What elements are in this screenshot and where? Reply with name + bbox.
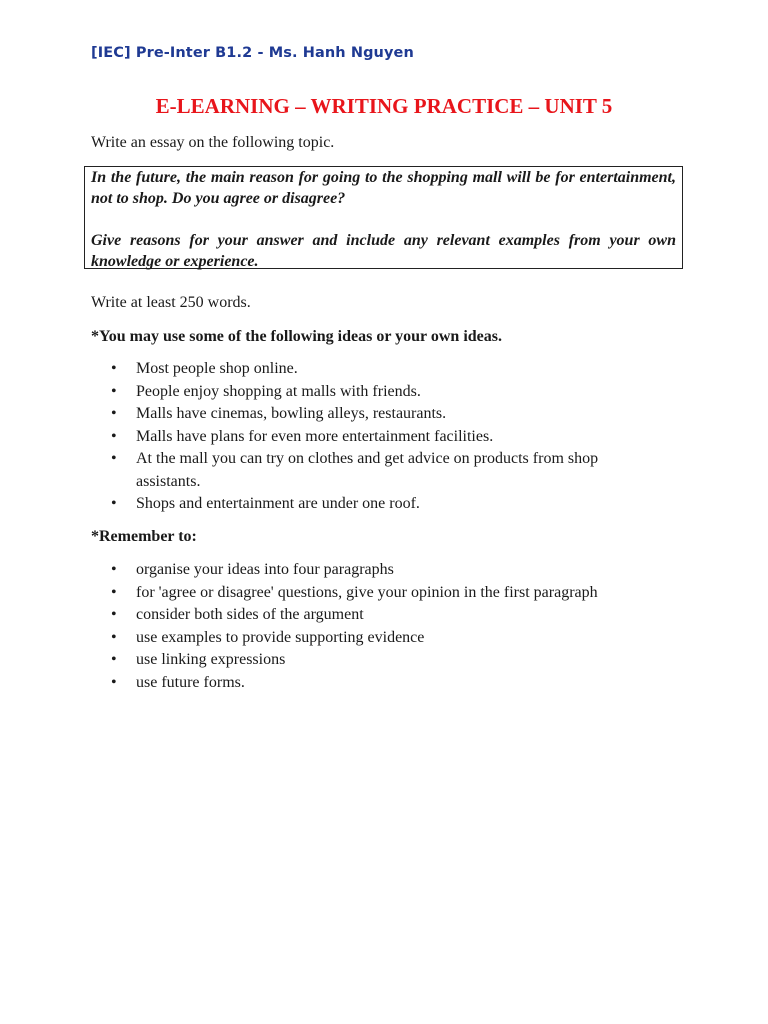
bullet-icon: •: [111, 450, 117, 467]
list-item: [91, 627, 661, 650]
list-item: [91, 559, 661, 582]
bullet-icon: •: [111, 360, 117, 377]
list-item: [91, 381, 661, 404]
bullet-icon: •: [111, 673, 117, 691]
list-item: [91, 358, 661, 381]
bullet-icon: •: [111, 382, 117, 400]
word-requirement: Write at least 250 words.: [91, 294, 251, 311]
bullet-icon: •: [111, 495, 117, 512]
list-item: [91, 403, 661, 426]
bullet-icon: •: [111, 606, 117, 623]
ideas-list: [91, 358, 661, 516]
list-item: [91, 672, 661, 695]
course-header: [IEC] Pre-Inter B1.2 - Ms. Hanh Nguyen: [91, 45, 414, 61]
idea-text: People enjoy shopping at malls with friends.: [136, 382, 421, 400]
remember-text: use future forms.: [136, 673, 245, 691]
bullet-icon: •: [111, 561, 117, 578]
topic-paragraph-2: Give reasons for your answer and include any relevant examples from your own knowledge or experience.: [91, 232, 676, 270]
idea-text: Malls have plans for even more entertainment facilities.: [136, 427, 494, 445]
remember-text: use linking expressions: [136, 651, 286, 668]
list-item: [91, 582, 661, 605]
remember-text: use examples to provide supporting evidence: [136, 628, 425, 646]
idea-text: Most people shop online.: [136, 360, 298, 377]
bullet-icon: •: [111, 405, 117, 422]
intro-instruction: Write an essay on the following topic.: [91, 134, 335, 151]
remember-text: consider both sides of the argument: [136, 606, 364, 623]
bullet-icon: •: [111, 628, 117, 646]
list-item: [91, 426, 661, 449]
remember-heading: *Remember to:: [91, 528, 197, 545]
bullet-icon: •: [111, 583, 117, 601]
bullet-icon: •: [111, 427, 117, 445]
list-item: [91, 649, 661, 672]
document-title: E-LEARNING – WRITING PRACTICE – UNIT 5: [155, 94, 613, 118]
idea-text: At the mall you can try on clothes and get advice on products from shop assistants.: [136, 450, 599, 490]
essay-topic-box: [84, 166, 683, 269]
list-item: [91, 493, 661, 516]
list-item: [91, 604, 661, 627]
ideas-heading: *You may use some of the following ideas or your own ideas.: [91, 328, 502, 345]
remember-text: organise your ideas into four paragraphs: [136, 561, 394, 578]
idea-text: Shops and entertainment are under one roof.: [136, 495, 420, 512]
idea-text: Malls have cinemas, bowling alleys, restaurants.: [136, 405, 447, 422]
remember-text: for 'agree or disagree' questions, give your opinion in the first paragraph: [136, 583, 598, 601]
remember-list: [91, 559, 661, 694]
list-item: [91, 448, 661, 493]
bullet-icon: •: [111, 651, 117, 668]
topic-paragraph-1: In the future, the main reason for going to the shopping mall will be for entertainment, not to shop. Do you agree or disagree?: [91, 169, 676, 207]
